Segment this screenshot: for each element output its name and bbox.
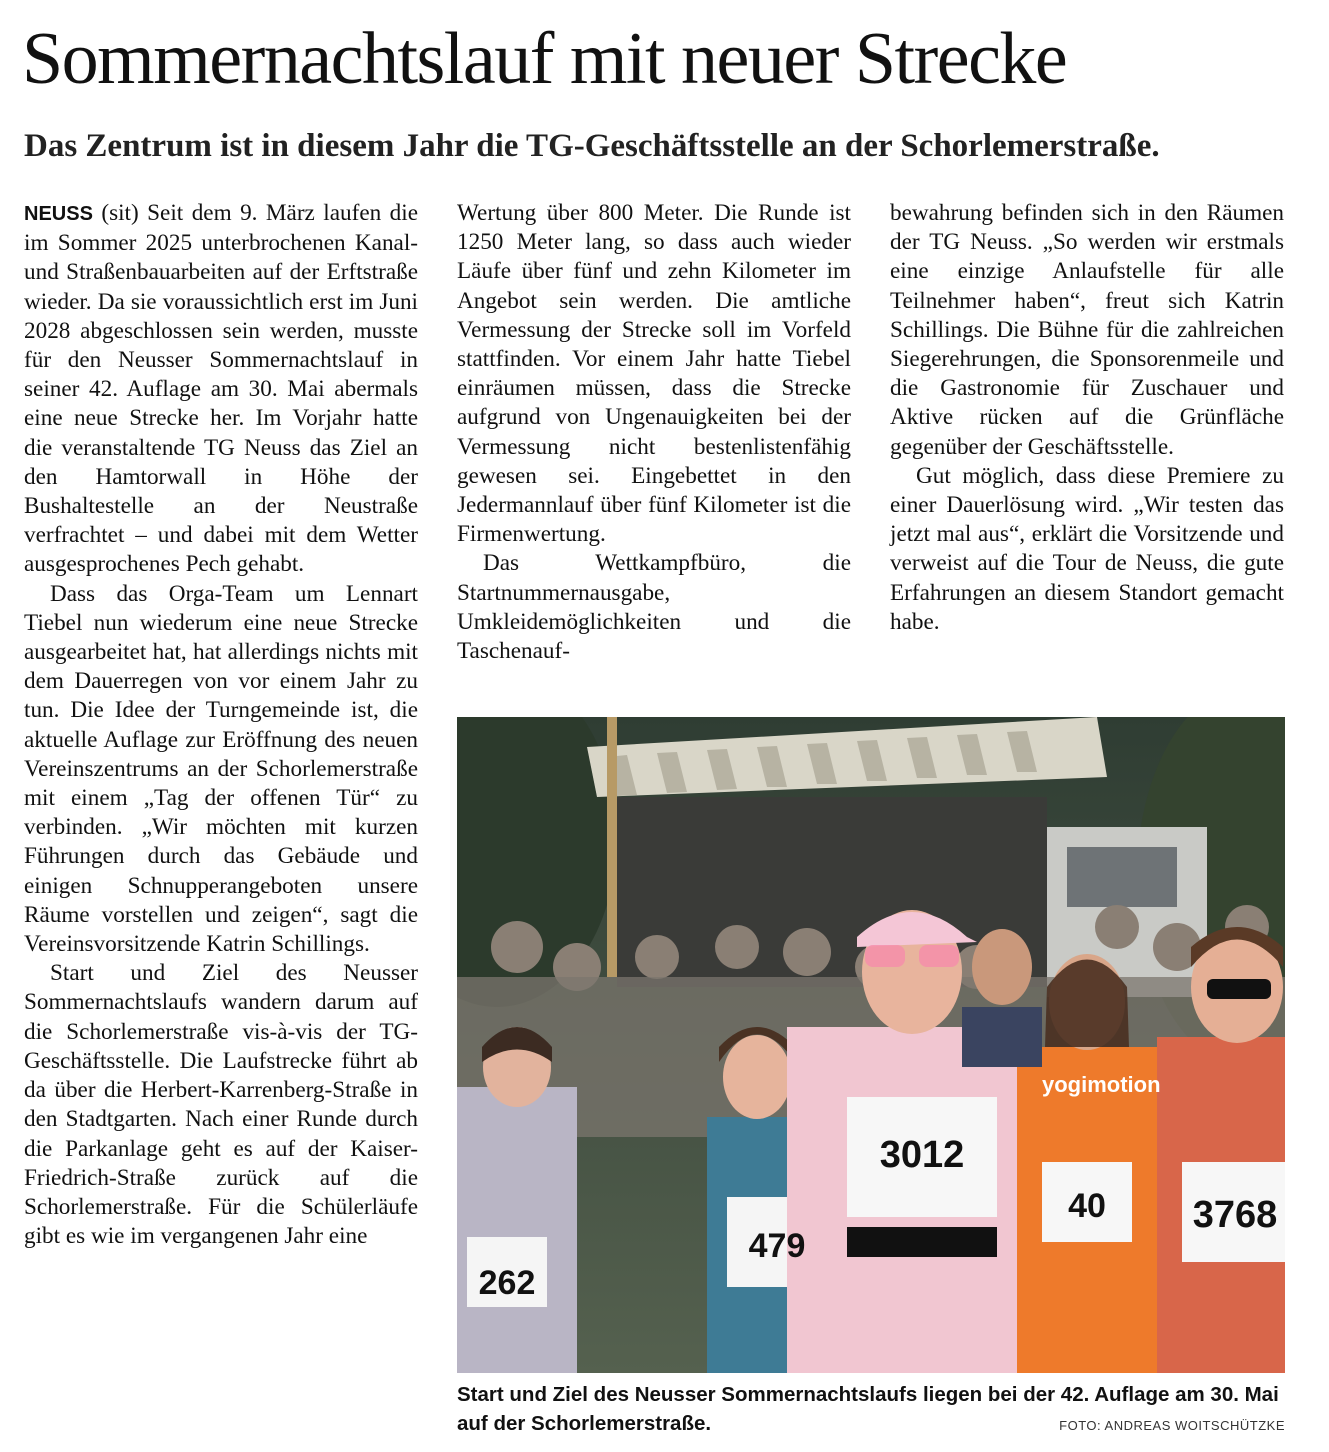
bib-3: 3012 <box>879 1134 965 1176</box>
paragraph-4: Das Wettkampfbüro, die Startnummernausgabe, Umkleidemöglichkeiten und die Taschenauf- <box>457 550 851 665</box>
bib-2: 479 <box>748 1227 806 1265</box>
article-photo <box>457 717 1285 1373</box>
paragraph-3: Start und Ziel des Neusser Sommernachtslaufs wandern darum auf die Schorlemerstraße vis-à-vis der TG-Geschäftsstelle. Die Laufstrecke führt ab da über die Herbert-Karrenberg-Straße in den Stadtgarten. Nach einer Runde durch die Parkanlage geht es auf der Kaiser-Friedrich-Straße zurück auf die Schorlemerstraße. Für die Schülerläufe gibt es wie im vergangenen Jahr eine <box>24 960 418 1250</box>
photo-caption: Start und Ziel des Neusser Sommernachtslaufs liegen bei der 42. Auflage am 30. Mai auf der Schorlemerstraße. <box>457 1383 1279 1435</box>
bib-5: 3768 <box>1192 1194 1278 1236</box>
paragraph-1-text: (sit) Seit dem 9. März laufen die im Sommer 2025 unterbrochenen Kanal- und Straßenbauarbeiten auf der Erftstraße wieder. Da sie voraussichtlich erst im Juni 2028 abgeschlossen sein werden, musste für den Neusser Sommernachtslauf in seiner 42. Auflage am 30. Mai abermals eine neue Strecke her. Im Vorjahr hatte die veranstaltende TG Neuss das Ziel an den Hamtorwall in Höhe der Bushaltestelle an der Neustraße verfrachtet – und dabei mit dem Wetter ausgesprochenes Pech gehabt. <box>24 200 418 578</box>
runners-illustration <box>457 717 1285 1373</box>
column-3 <box>890 199 1284 637</box>
dateline: NEUSS <box>24 203 93 225</box>
column-2 <box>457 199 851 666</box>
shirt-logo-text: yogimotion <box>1042 1072 1161 1097</box>
subheadline: Das Zentrum ist in diesem Jahr die TG-Geschäftsstelle an der Schorlemerstraße. <box>24 128 1160 164</box>
photo-credit: FOTO: ANDREAS WOITSCHÜTZKE <box>1059 1418 1285 1433</box>
column-1 <box>24 199 418 1251</box>
bib-4: 40 <box>1068 1187 1106 1225</box>
paragraph-4-continued: bewahrung befinden sich in den Räumen der TG Neuss. „So werden wir erstmals eine einzige Anlaufstelle für alle Teilnehmer haben“, freut sich Katrin Schillings. Die Bühne für die zahlreichen Siegerehrungen, die Sponsorenmeile und die Gastronomie für Zuschauer und Aktive rücken auf die Grünfläche gegenüber der Geschäftsstelle. <box>890 200 1284 460</box>
bib-1: 262 <box>478 1264 536 1302</box>
paragraph-5: Gut möglich, dass diese Premiere zu einer Dauerlösung wird. „Wir testen das jetzt mal aus“, erklärt die Vorsitzende und verweist auf die Tour de Neuss, die gute Erfahrungen an diesem Standort gemacht habe. <box>890 462 1284 635</box>
headline: Sommernachtslauf mit neuer Strecke <box>22 18 1067 100</box>
paragraph-2: Dass das Orga-Team um Lennart Tiebel nun wiederum eine neue Strecke ausgearbeitet hat, hat allerdings nichts mit dem Dauerregen von vor einem Jahr zu tun. Die Idee der Turngemeinde ist, die aktuelle Auflage zur Eröffnung des neuen Vereinszentrums an der Schorlemerstraße mit einem „Tag der offenen Tür“ zu verbinden. „Wir möchten mit kurzen Führungen durch das Gebäude und einigen Schnupperangeboten unsere Räume vorstellen und zeigen“, sagt die Vereinsvorsitzende Katrin Schillings. <box>24 580 418 958</box>
paragraph-3-continued: Wertung über 800 Meter. Die Runde ist 1250 Meter lang, so dass auch wieder Läufe über fünf und zehn Kilometer im Angebot sein werden. Die amtliche Vermessung der Strecke soll im Vorfeld stattfinden. Vor einem Jahr hatte Tiebel einräumen müssen, dass die Strecke aufgrund von Ungenauigkeiten bei der Vermessung nicht bestenlistenfähig gewesen sei. Eingebettet in den Jedermannlauf über fünf Kilometer ist die Firmenwertung. <box>457 200 851 548</box>
paragraph-1 <box>24 199 418 580</box>
